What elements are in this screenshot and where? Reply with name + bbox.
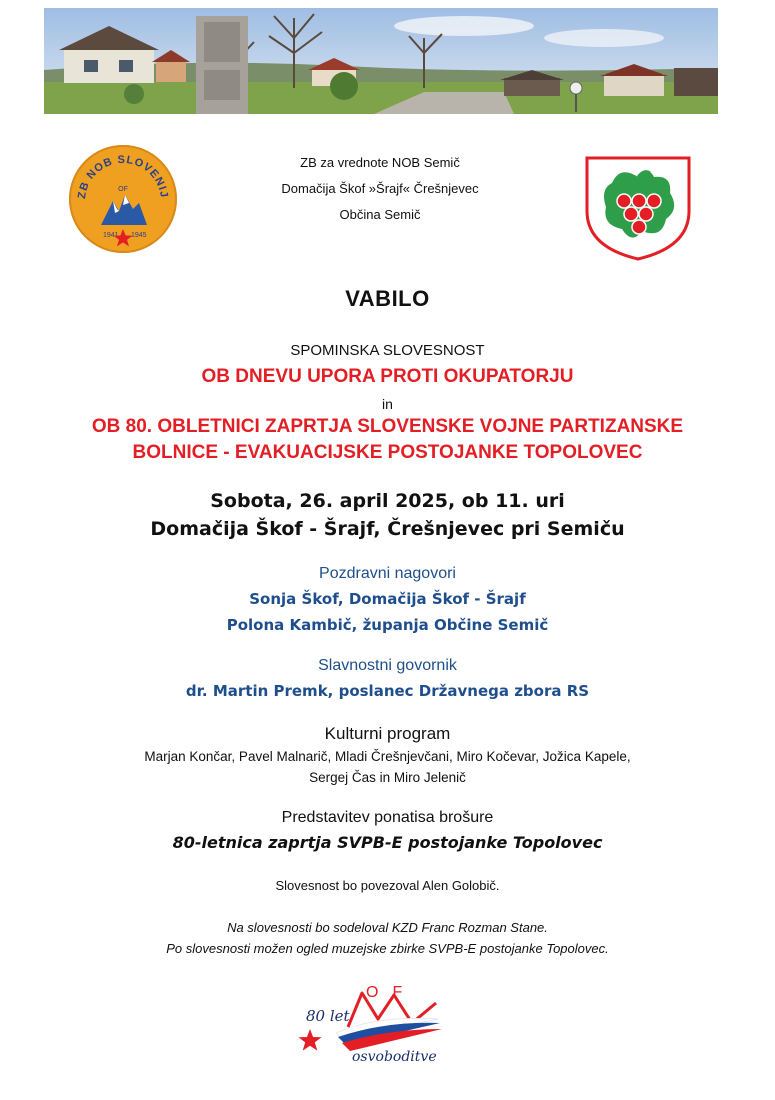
event-when-where	[0, 487, 775, 543]
event-connector: in	[382, 396, 393, 412]
event-type: SPOMINSKA SLOVESNOST	[290, 342, 485, 359]
closing-notes	[0, 917, 775, 959]
organizer-line: Občina Semič	[339, 207, 421, 222]
logo-year-end: 1945	[131, 232, 147, 239]
culture-performers	[0, 746, 775, 788]
culture-performers-line: Sergej Čas in Miro Jelenič	[309, 770, 466, 785]
logo-ring-text: ZB NOB SLOVENIJ	[75, 153, 170, 200]
culture-performers-line: Marjan Končar, Pavel Malnarič, Mladi Črešnjevčani, Miro Kočevar, Jožica Kapele,	[144, 749, 631, 764]
event-headline-2	[0, 414, 775, 466]
header-photo	[44, 8, 718, 114]
semic-coat-of-arms	[584, 155, 692, 261]
greeting-speaker: Sonja Škof, Domačija Škof - Šrajf	[249, 590, 526, 608]
organizer-line: ZB za vrednote NOB Semič	[300, 155, 460, 170]
reprint-title: 80-letnica zaprtja SVPB-E postojanke Topolovec	[172, 833, 603, 852]
greetings-label: Pozdravni nagovori	[319, 565, 456, 582]
logo-80-let: 80 let	[306, 1007, 350, 1025]
80-let-osvoboditve-logo	[296, 975, 456, 1065]
event-place: Domačija Škof - Šrajf, Črešnjevec pri Semiču	[150, 518, 625, 540]
organizers	[230, 150, 530, 228]
closing-note: Po slovesnosti možen ogled muzejske zbirke SVPB-E postojanke Topolovec.	[166, 941, 609, 956]
logo-osvoboditve: osvoboditve	[352, 1049, 437, 1065]
event-headline-2b: BOLNICE - EVAKUACIJSKE POSTOJANKE TOPOLOVEC	[132, 442, 643, 463]
closing-note: Na slovesnosti bo sodeloval KZD Franc Rozman Stane.	[227, 920, 548, 935]
event-headline-2a: OB 80. OBLETNICI ZAPRTJA SLOVENSKE VOJNE PARTIZANSKE	[91, 416, 684, 437]
logo-of-letters: OF	[118, 186, 128, 193]
red-star-icon	[299, 1029, 322, 1051]
zzb-nob-logo	[67, 143, 179, 255]
moderator-note: Slovesnost bo povezoval Alen Golobič.	[275, 878, 500, 893]
culture-label: Kulturni program	[324, 724, 451, 743]
greeting-speaker: Polona Kambič, županja Občine Semič	[226, 616, 549, 634]
logo-year-start: 1941	[103, 232, 119, 239]
event-date: Sobota, 26. april 2025, ob 11. uri	[210, 490, 565, 512]
logo-of-letters-footer: OF	[366, 984, 417, 1001]
keynote-label: Slavnostni govornik	[318, 657, 457, 674]
event-headline-1: OB DNEVU UPORA PROTI OKUPATORJU	[201, 366, 574, 387]
invitation-title: VABILO	[345, 286, 430, 311]
organizer-line: Domačija Škof »Šrajf« Črešnjevec	[281, 181, 479, 196]
keynote-speaker: dr. Martin Premk, poslanec Državnega zbora RS	[185, 682, 590, 700]
greetings-speakers	[0, 586, 775, 638]
reprint-label: Predstavitev ponatisa brošure	[281, 809, 494, 826]
